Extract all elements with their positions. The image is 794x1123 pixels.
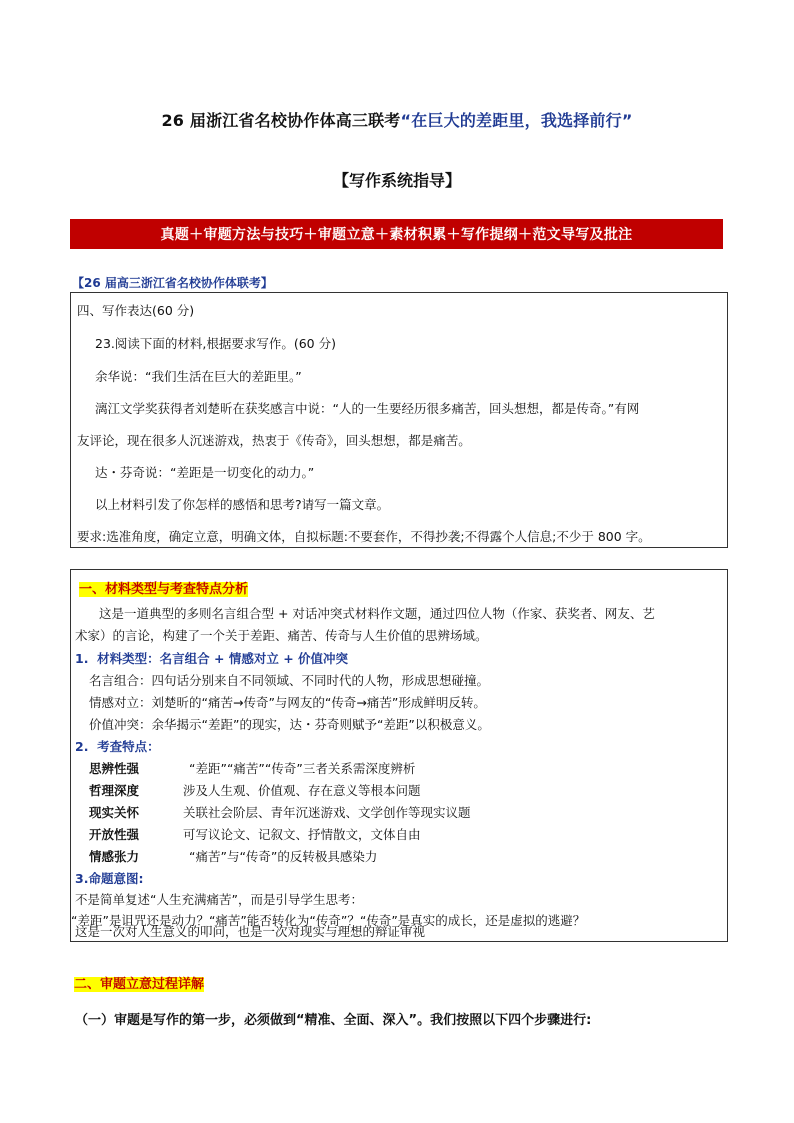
feature-name: 哲理深度 [89, 783, 140, 798]
type-item: 名言组合：四句话分别来自不同领域、不同时代的人物，形成思想碰撞。 [89, 673, 490, 688]
page-subtitle: 【写作系统指导】 [332, 171, 461, 190]
intent-heading: 3.命题意图: [75, 871, 144, 886]
section2-heading: 二、审题立意过程详解 [74, 977, 205, 992]
question-line: 23.阅读下面的材料,根据要求写作。(60 分) [95, 336, 336, 351]
features-heading: 2. 考查特点： [75, 739, 160, 754]
feature-desc: 可写议论文、记叙文、抒情散文，文体自由 [183, 827, 421, 842]
analysis-heading: 一、材料类型与考查特点分析 [79, 582, 249, 597]
analysis-box [70, 569, 728, 942]
feature-name: 现实关怀 [89, 805, 140, 820]
feature-name: 情感张力 [89, 849, 140, 864]
question-requirements: 要求:选准角度，确定立意，明确文体，自拟标题:不要套作，不得抄袭;不得露个人信息;不少于 800 字。 [77, 529, 651, 544]
question-line: 友评论，现在很多人沉迷游戏，热衷于《传奇》，回头想想，都是痛苦。 [77, 433, 471, 448]
exam-source: 【26 届高三浙江省名校协作体联考】 [72, 276, 273, 290]
section2-step: （一）审题是写作的第一步，必须做到“精准、全面、深入”。我们按照以下四个步骤进行: [75, 1013, 592, 1028]
question-section: 四、写作表达(60 分) [77, 303, 195, 318]
red-banner: 真题＋审题方法与技巧＋审题立意＋素材积累＋写作提纲＋范文导写及批注 [70, 219, 723, 249]
page-title [0, 108, 794, 131]
analysis-intro: 这是一道典型的多则名言组合型 + 对话冲突式材料作文题，通过四位人物（作家、获奖者、网友、艺 [99, 606, 655, 621]
feature-desc: 涉及人生观、价值观、存在意义等根本问题 [183, 783, 421, 798]
intent-line: 这是一次对人生意义的叩问，也是一次对现实与理想的辩证审视 [75, 924, 426, 939]
type-heading: 1. 材料类型：名言组合 + 情感对立 + 价值冲突 [75, 651, 349, 666]
question-line: 达・芬奇说：“差距是一切变化的动力。” [95, 465, 315, 480]
feature-name: 思辨性强 [89, 761, 140, 776]
question-line: 以上材料引发了你怎样的感悟和思考?请写一篇文章。 [95, 497, 390, 512]
type-item: 情感对立：刘楚昕的“痛苦→传奇”与网友的“传奇→痛苦”形成鲜明反转。 [89, 695, 486, 710]
feature-name: 开放性强 [89, 827, 140, 842]
feature-desc: 关联社会阶层、青年沉迷游戏、文学创作等现实议题 [183, 805, 471, 820]
intent-line: 不是简单复述“人生充满痛苦”，而是引导学生思考： [75, 892, 363, 907]
feature-desc: “痛苦”与“传奇”的反转极具感染力 [189, 849, 378, 864]
type-item: 价值冲突：余华揭示“差距”的现实，达・芬奇则赋予“差距”以积极意义。 [89, 717, 490, 732]
title-prefix: 26 届浙江省名校协作体高三联考 [161, 111, 401, 130]
question-box [70, 292, 728, 548]
intent-line: “差距”是诅咒还是动力？“痛苦”能否转化为“传奇”？“传奇”是真实的成长，还是虚拟的逃避？ [71, 913, 586, 928]
analysis-intro: 术家）的言论，构建了一个关于差距、痛苦、传奇与人生价值的思辨场域。 [75, 628, 488, 643]
title-quote: “在巨大的差距里，我选择前行” [400, 111, 633, 130]
question-line: 漓江文学奖获得者刘楚昕在获奖感言中说：“人的一生要经历很多痛苦，回头想想，都是传奇。”有网 [95, 401, 640, 416]
feature-desc: “差距”“痛苦”“传奇”三者关系需深度辨析 [189, 761, 416, 776]
question-line: 余华说：“我们生活在巨大的差距里。” [95, 369, 302, 384]
